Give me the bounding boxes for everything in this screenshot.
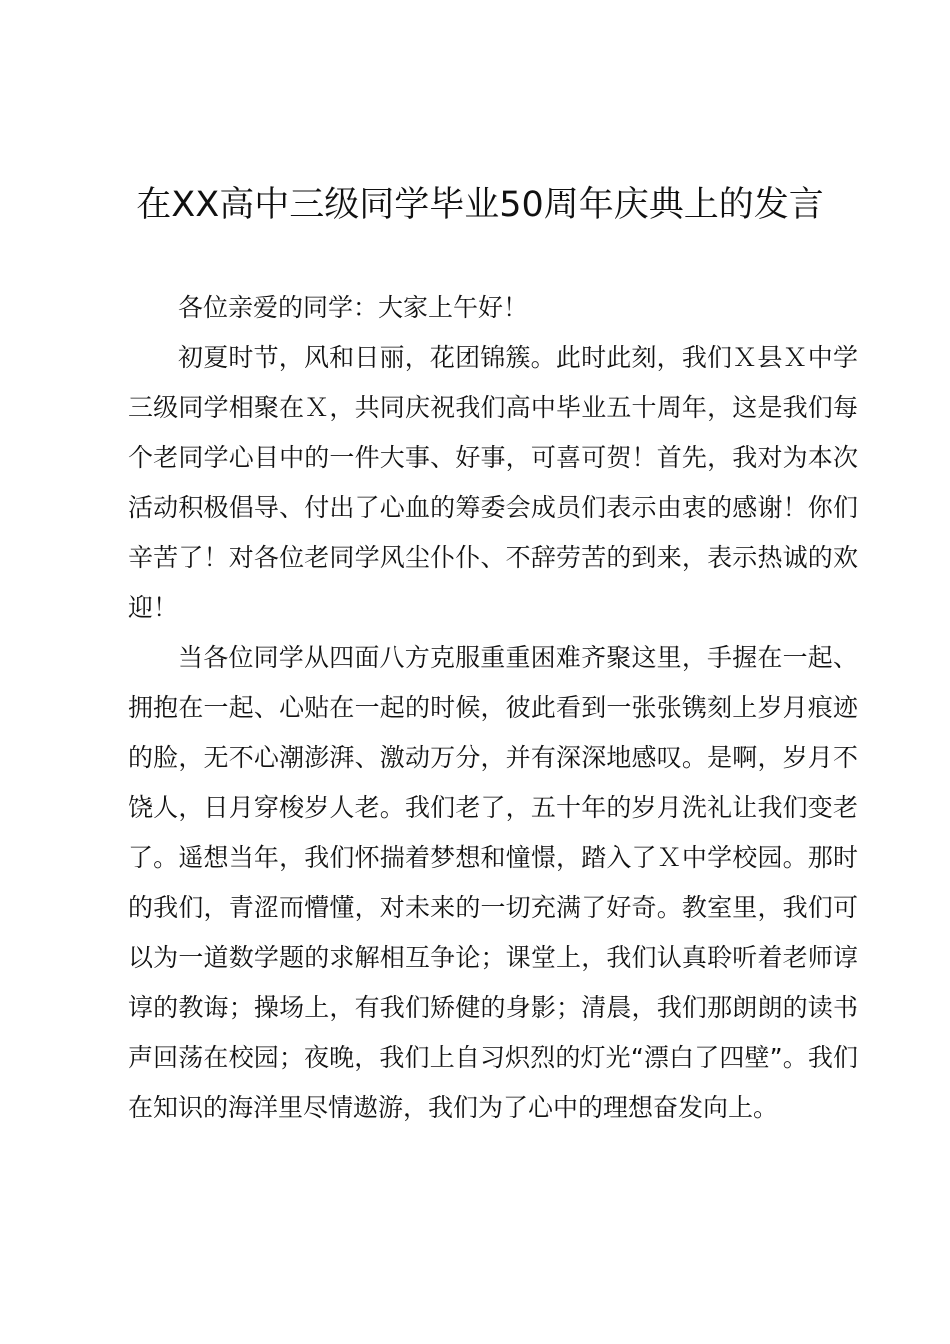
document-body [128, 283, 858, 1133]
body-paragraph: 当各位同学从四面八方克服重重困难齐聚这里，手握在一起、拥抱在一起、心贴在一起的时候，彼此看到一张张镌刻上岁月痕迹的脸，无不心潮澎湃、激动万分，并有深深地感叹。是啊，岁月不饶人，日月穿梭岁人老。我们老了，五十年的岁月洗礼让我们变老了。遥想当年，我们怀揣着梦想和憧憬，踏入了Ｘ中学校园。那时的我们，青涩而懵懂，对未来的一切充满了好奇。教室里，我们可以为一道数学题的求解相互争论；课堂上，我们认真聆听着老师谆谆的教诲；操场上，有我们矫健的身影；清晨，我们那朗朗的读书声回荡在校园；夜晚，我们上自习炽烈的灯光“漂白了四壁”。我们在知识的海洋里尽情遨游，我们为了心中的理想奋发向上。 [128, 643, 858, 1122]
greeting-paragraph: 各位亲爱的同学：大家上午好！ [178, 293, 529, 322]
document-title: 在XX高中三级同学毕业50周年庆典上的发言 [136, 185, 824, 225]
body-paragraph: 初夏时节，风和日丽，花团锦簇。此时此刻，我们Ｘ县Ｘ中学三级同学相聚在Ｘ，共同庆祝我们高中毕业五十周年，这是我们每个老同学心目中的一件大事、好事，可喜可贺！首先，我对为本次活动积极倡导、付出了心血的筹委会成员们表示由衷的感谢！你们辛苦了！对各位老同学风尘仆仆、不辞劳苦的到来，表示热诚的欢迎！ [128, 343, 858, 622]
